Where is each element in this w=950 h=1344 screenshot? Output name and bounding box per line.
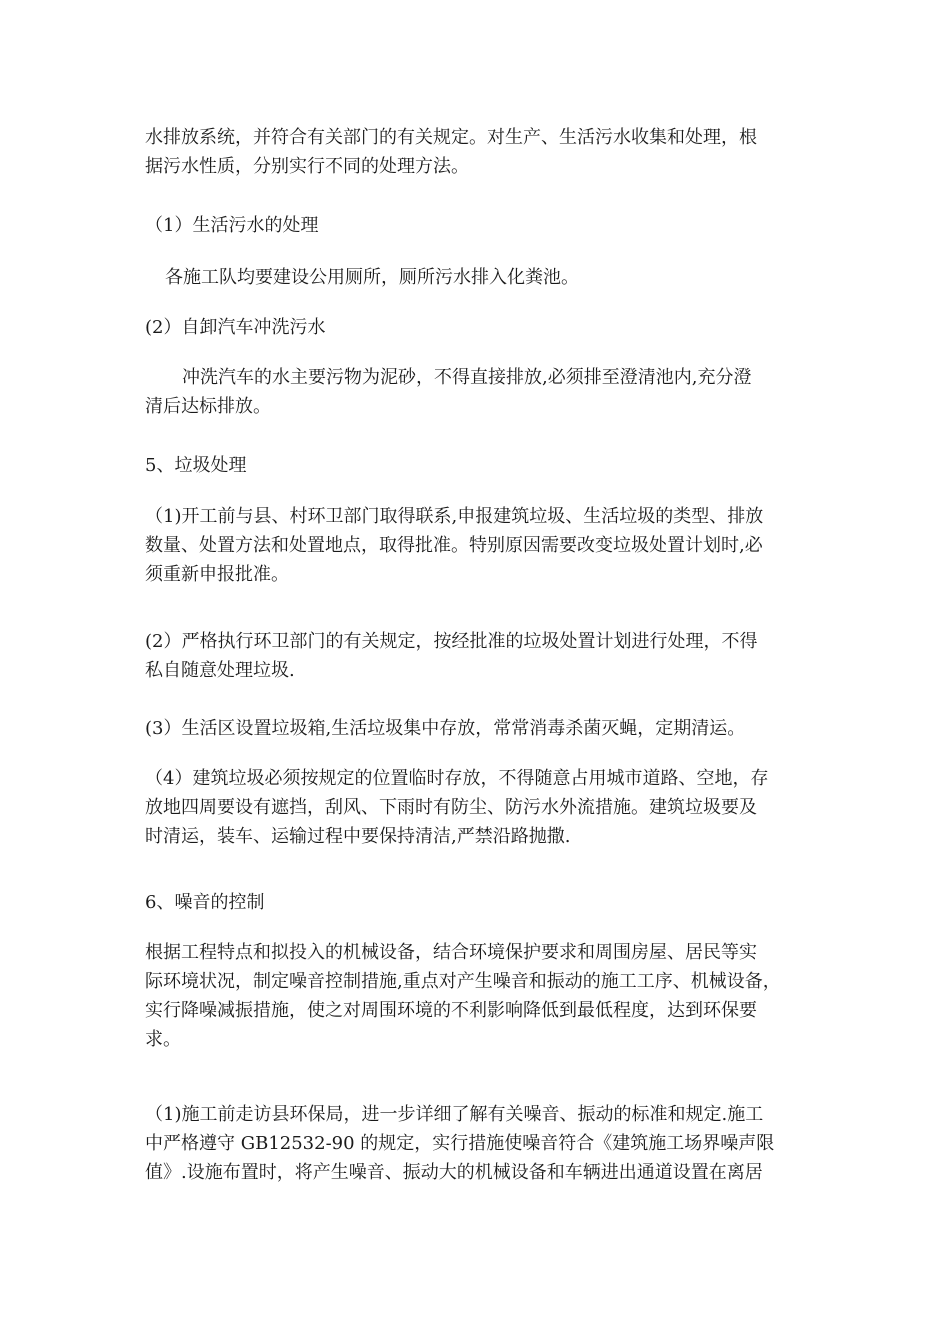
text-line: 私自随意处理垃圾. (145, 660, 295, 681)
text-line: 际环境状况，制定噪音控制措施,重点对产生噪音和振动的施工工序、机械设备， (145, 971, 781, 992)
paragraph-wastewater-intro (145, 123, 815, 181)
paragraph-noise-1 (145, 1100, 815, 1187)
heading-garbage (145, 451, 815, 480)
text-line: (3）生活区设置垃圾箱,生活垃圾集中存放，常常消毒杀菌灭蝇，定期清运。 (145, 718, 746, 739)
paragraph-garbage-1 (145, 502, 815, 589)
text-line: 根据工程特点和拟投入的机械设备，结合环境保护要求和周围房屋、居民等实 (145, 942, 757, 963)
text-line: 各施工队均要建设公用厕所，厕所污水排入化粪池。 (165, 267, 579, 288)
text-line: 清后达标排放。 (145, 396, 271, 417)
paragraph-garbage-4 (145, 764, 815, 851)
text-line: 实行降噪减振措施，使之对周围环境的不利影响降低到最低程度，达到环保要 (145, 1000, 757, 1021)
heading-noise-control (145, 888, 815, 917)
text-line: 冲洗汽车的水主要污物为泥砂，不得直接排放,必须排至澄清池内,充分澄 (182, 367, 752, 388)
text-line: 中严格遵守 GB12532-90 的规定，实行措施使噪音符合《建筑施工场界噪声限 (145, 1133, 775, 1154)
text-line: 放地四周要设有遮挡，刮风、下雨时有防尘、防污水外流措施。建筑垃圾要及 (145, 797, 757, 818)
text-line: 水排放系统，并符合有关部门的有关规定。对生产、生活污水收集和处理，根 (145, 127, 757, 148)
text-line: 6、噪音的控制 (145, 892, 265, 913)
text-line: 据污水性质，分别实行不同的处理方法。 (145, 156, 469, 177)
text-line: 须重新申报批准。 (145, 564, 289, 585)
text-line: （4）建筑垃圾必须按规定的位置临时存放，不得随意占用城市道路、空地，存 (145, 768, 769, 789)
text-line: 5、垃圾处理 (145, 455, 247, 476)
paragraph-garbage-3 (145, 714, 815, 743)
text-line: （1)施工前走访县环保局，进一步详细了解有关噪音、振动的标准和规定.施工 (145, 1104, 764, 1125)
text-line: 数量、处置方法和处置地点，取得批准。特别原因需要改变垃圾处置计划时,必 (145, 535, 763, 556)
text-line: 求。 (145, 1029, 181, 1050)
heading-truck-washing (145, 313, 815, 342)
paragraph-noise-intro (145, 938, 815, 1054)
paragraph-garbage-2 (145, 627, 815, 685)
text-line: 时清运，装车、运输过程中要保持清洁,严禁沿路抛撒. (145, 826, 571, 847)
heading-domestic-sewage (145, 211, 815, 240)
text-line: (2）自卸汽车冲洗污水 (145, 317, 326, 338)
text-line: (2）严格执行环卫部门的有关规定，按经批准的垃圾处置计划进行处理，不得 (145, 631, 758, 652)
paragraph-truck-washing (145, 363, 815, 421)
text-line: 值》.设施布置时，将产生噪音、振动大的机械设备和车辆进出通道设置在离居 (145, 1162, 763, 1183)
text-line: （1）生活污水的处理 (145, 215, 319, 236)
text-line: （1)开工前与县、村环卫部门取得联系,申报建筑垃圾、生活垃圾的类型、排放 (145, 506, 764, 527)
paragraph-toilets (145, 263, 815, 292)
